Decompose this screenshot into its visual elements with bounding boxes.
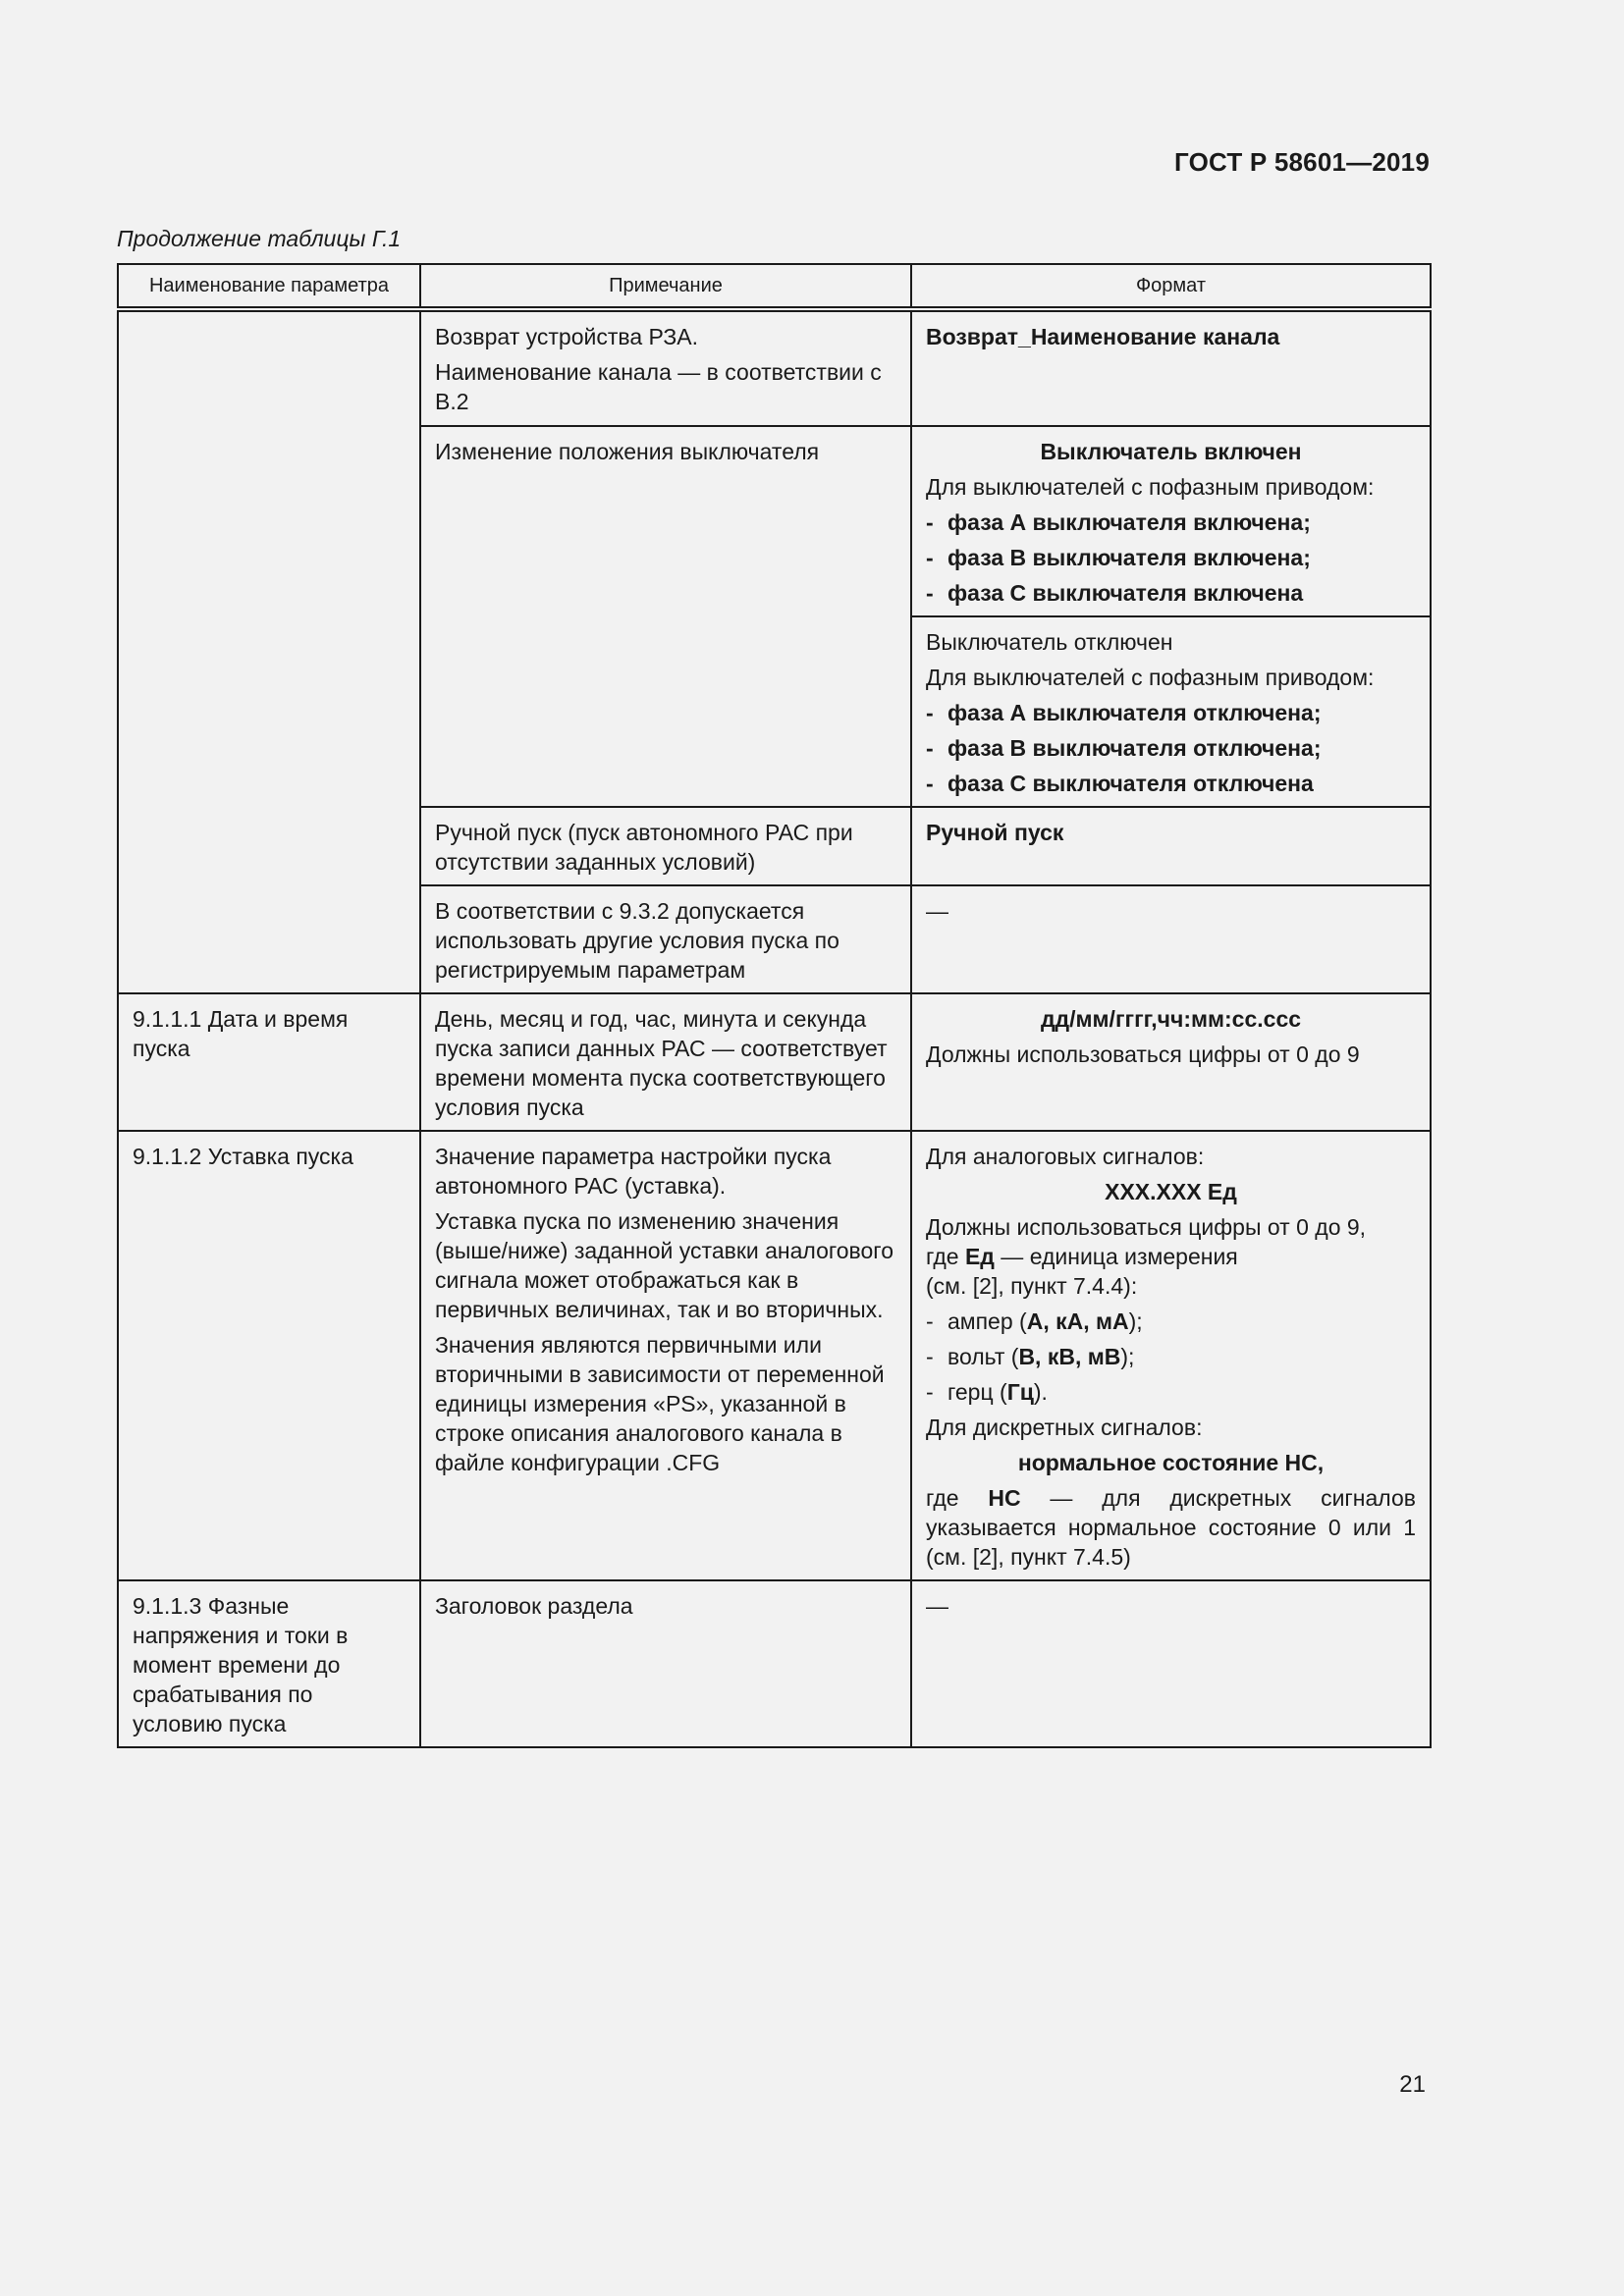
table-row <box>118 993 1431 1131</box>
format-cell <box>911 426 1431 616</box>
note-text: День, месяц и год, час, минута и секунда пуска записи данных РАС — соответствует времени момента пуска соответствующего условия пуска <box>435 1006 888 1120</box>
note-text: Наименование канала — в соответствии с В.2 <box>435 359 882 414</box>
list-item: - фаза С выключателя отключена <box>926 771 1314 796</box>
list-item: - герц (Гц). <box>926 1379 1048 1405</box>
format-text: (см. [2], пункт 7.4.4): <box>926 1273 1138 1299</box>
list-item: - вольт (В, кВ, мВ); <box>926 1344 1135 1369</box>
table-row <box>118 1580 1431 1747</box>
list-item: - фаза А выключателя включена; <box>926 509 1311 535</box>
list-item: - фаза С выключателя включена <box>926 580 1304 606</box>
format-text: Должны использоваться цифры от 0 до 9 <box>926 1041 1360 1067</box>
note-text: Изменение положения выключателя <box>435 439 820 464</box>
note-cell <box>420 993 911 1131</box>
parameters-table <box>117 263 1432 1748</box>
format-cell <box>911 993 1431 1131</box>
format-cell <box>911 885 1431 993</box>
note-cell <box>420 1131 911 1580</box>
parameter-cell <box>118 1580 420 1747</box>
format-text: где Ед — единица измерения <box>926 1244 1238 1269</box>
parameter-cell <box>118 993 420 1131</box>
table-caption: Продолжение таблицы Г.1 <box>117 226 402 251</box>
parameter-cell-empty <box>118 309 420 993</box>
note-cell <box>420 807 911 885</box>
format-text: Для выключателей с пофазным приводом: <box>926 474 1375 500</box>
note-text: Заголовок раздела <box>435 1593 633 1619</box>
table-row <box>118 309 1431 426</box>
format-value: Возврат_Наименование канала <box>926 324 1280 349</box>
note-text: Значения являются первичными или вторичными в зависимости от переменной единицы измерения «PS», указанной в строке описания аналогового канала в файле конфигурации .CFG <box>435 1332 885 1475</box>
note-text: Значение параметра настройки пуска автономного РАС (уставка). <box>435 1144 832 1199</box>
format-cell <box>911 1131 1431 1580</box>
format-text: Для выключателей с пофазным приводом: <box>926 665 1375 690</box>
format-title: Выключатель отключен <box>926 629 1173 655</box>
note-cell <box>420 426 911 807</box>
note-text: В соответствии с 9.3.2 допускается использовать другие условия пуска по регистрируемым параметрам <box>435 898 839 983</box>
format-value: — <box>926 1593 948 1619</box>
format-value: Ручной пуск <box>926 820 1064 845</box>
format-cell <box>911 807 1431 885</box>
column-header-note: Примечание <box>420 264 911 309</box>
list-item: - ампер (А, кА, мА); <box>926 1308 1143 1334</box>
note-text: Уставка пуска по изменению значения (выше/ниже) заданной уставки аналогового сигнала может отображаться как в первичных величинах, так и во вторичных. <box>435 1208 893 1322</box>
format-cell <box>911 1580 1431 1747</box>
parameter-cell <box>118 1131 420 1580</box>
format-title: дд/мм/гггг,чч:мм:сс.ссс <box>1040 1006 1302 1032</box>
column-header-format: Формат <box>911 264 1431 309</box>
parameter-text: 9.1.1.1 Дата и время пуска <box>133 1006 349 1061</box>
list-item: - фаза В выключателя включена; <box>926 545 1311 570</box>
format-text: Для дискретных сигналов: <box>926 1415 1203 1440</box>
format-cell <box>911 309 1431 426</box>
parameter-text: 9.1.1.3 Фазные напряжения и токи в момент времени до срабатывания по условию пуска <box>133 1593 349 1736</box>
format-text: Для аналоговых сигналов: <box>926 1144 1205 1169</box>
column-header-parameter: Наименование параметра <box>118 264 420 309</box>
format-title: нормальное состояние НС, <box>1017 1450 1325 1475</box>
list-item: - фаза В выключателя отключена; <box>926 735 1322 761</box>
document-code: ГОСТ Р 58601—2019 <box>1174 147 1430 177</box>
note-cell <box>420 1580 911 1747</box>
page-number: 21 <box>1399 2071 1426 2098</box>
parameter-text: 9.1.1.2 Уставка пуска <box>133 1144 353 1169</box>
format-text: Должны использоваться цифры от 0 до 9, <box>926 1214 1367 1240</box>
note-cell <box>420 309 911 426</box>
format-title: XXX.XXX Ед <box>1105 1179 1237 1204</box>
table-row <box>118 1131 1431 1580</box>
note-cell <box>420 885 911 993</box>
format-title: Выключатель включен <box>1040 439 1302 464</box>
table-header-row <box>118 264 1431 309</box>
note-text: Возврат устройства РЗА. <box>435 324 698 349</box>
list-item: - фаза А выключателя отключена; <box>926 700 1322 725</box>
format-text: где НС — для дискретных сигналов указывается нормальное состояние 0 или 1 (см. [2], пункт 7.4.5) <box>926 1485 1416 1570</box>
format-cell <box>911 616 1431 807</box>
note-text: Ручной пуск (пуск автономного РАС при отсутствии заданных условий) <box>435 820 853 875</box>
format-value: — <box>926 898 948 924</box>
